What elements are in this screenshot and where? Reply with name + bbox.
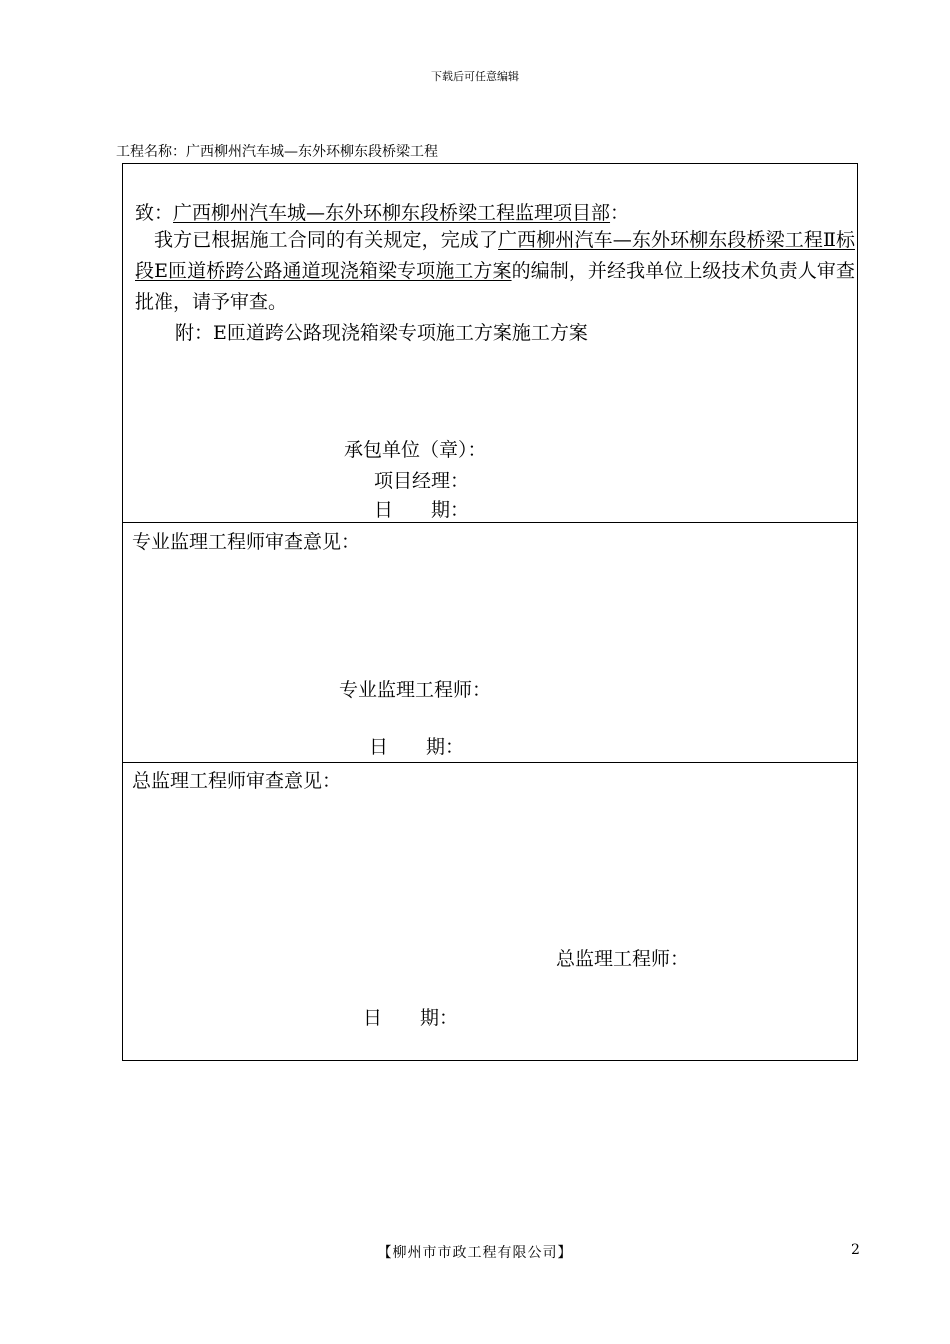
paragraph-text-2: 的编制，并经我单位上级技术负责人审查批准，请予审查。 <box>135 260 855 313</box>
specialist-review-section <box>123 523 857 763</box>
company-footer: 【柳州市市政工程有限公司】 <box>377 1245 573 1261</box>
submission-paragraph <box>135 225 855 318</box>
paragraph-text-1: 我方已根据施工合同的有关规定，完成了 <box>154 229 499 251</box>
specialist-date-label: 日 期： <box>369 736 465 758</box>
submission-section <box>123 164 857 523</box>
approval-form-table <box>122 163 858 1061</box>
chief-review-section <box>123 763 857 1060</box>
paragraph-plan-title: 广西柳州汽车—东外环柳东段桥梁工程Ⅱ标段E匝道桥跨公路通道现浇箱梁专项施工方案 <box>135 229 855 282</box>
addressee-name: 广西柳州汽车城—东外环柳东段桥梁工程监理项目部 <box>173 202 611 224</box>
chief-review-title: 总监理工程师审查意见： <box>132 770 342 792</box>
project-name-value: 广西柳州汽车城—东外环柳东段桥梁工程 <box>186 144 438 160</box>
addressee-prefix: 致： <box>135 202 174 224</box>
chief-date-label: 日 期： <box>363 1007 459 1029</box>
specialist-review-title: 专业监理工程师审查意见： <box>132 531 361 553</box>
project-name-label: 工程名称： <box>116 144 186 160</box>
header-note: 下载后可任意编辑 <box>431 70 519 83</box>
contractor-label: 承包单位（章）： <box>344 439 487 461</box>
addressee-suffix: ： <box>610 202 630 224</box>
project-manager-label: 项目经理： <box>374 470 470 492</box>
specialist-engineer-label: 专业监理工程师： <box>339 679 492 701</box>
attachment-line: 附：E匝道跨公路现浇箱梁专项施工方案施工方案 <box>175 322 588 344</box>
page-number: 2 <box>851 1242 860 1258</box>
chief-engineer-label: 总监理工程师： <box>556 948 690 970</box>
submission-date-label: 日 期： <box>374 499 470 521</box>
project-name-line <box>116 141 438 161</box>
